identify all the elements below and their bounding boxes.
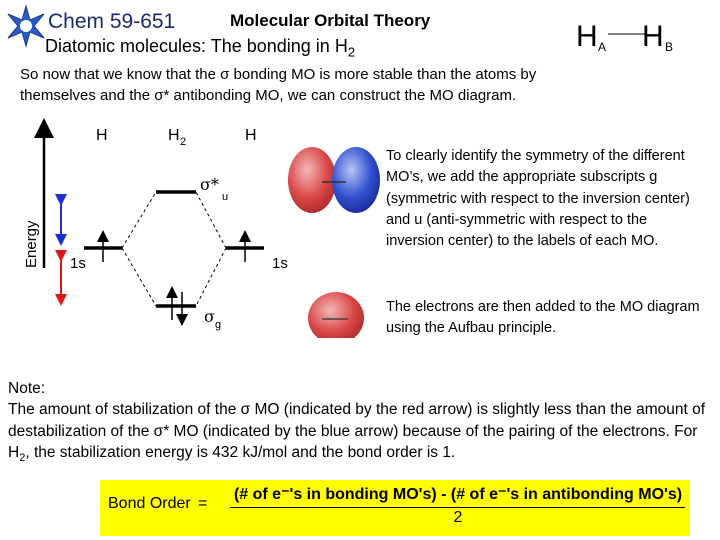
atom-b-symbol: H xyxy=(642,20,664,53)
bonding-subscript: g xyxy=(215,319,222,331)
page-subtitle: Diatomic molecules: The bonding in $H_2$ xyxy=(45,36,356,60)
correlation-line xyxy=(122,192,156,248)
antibonding-subscript: u xyxy=(222,191,229,203)
molecule-subscript: 2 xyxy=(180,136,187,148)
h2-molecule-graphic xyxy=(574,14,684,56)
antibonding-label: σ* xyxy=(200,175,219,194)
bonding-label: σ xyxy=(204,307,215,326)
note-heading: Note: xyxy=(8,380,46,397)
atom-b-subscript: B xyxy=(665,40,674,54)
right-1s-label: 1s xyxy=(272,255,288,272)
intro-line-2: themselves and the σ* antibonding MO, we can construct the MO diagram. xyxy=(20,87,517,104)
bonding-orbital-icon xyxy=(308,292,364,338)
aufbau-explanation: The electrons are then added to the MO diagram using the Aufbau principle. xyxy=(386,299,700,337)
mo-diagram xyxy=(0,118,380,338)
correlation-line xyxy=(122,248,156,306)
page-title: Molecular Orbital Theory xyxy=(230,11,431,30)
atom-a-symbol: H xyxy=(576,20,598,53)
fraction-bar xyxy=(230,507,685,508)
bond-order-label: Bond Order xyxy=(108,495,191,512)
bond-order-denominator: 2 xyxy=(453,509,463,526)
molecule-label: H xyxy=(168,127,180,144)
left-1s-label: 1s xyxy=(70,255,86,272)
intro-line-1: So now that we know that the σ bonding MO is more stable than the atoms by xyxy=(20,66,537,83)
energy-axis-label: Energy xyxy=(23,220,40,268)
atom-a-subscript: A xyxy=(598,40,607,54)
course-code: Chem 59-651 xyxy=(48,10,176,33)
bond-order-equals: = xyxy=(198,495,208,512)
left-atom-label: H xyxy=(96,127,108,144)
intro-text xyxy=(20,64,660,106)
right-atom-label: H xyxy=(245,127,257,144)
symmetry-explanation: To clearly identify the symmetry of the different MO’s, we add the appropriate subscripts g (symmetric with respect to the inversion center) and u (anti-symmetric with respect to the inversion center) to the labels of each MO. xyxy=(386,148,690,250)
bond-order-numerator: (# of e⁻'s in bonding MO's) - (# of e⁻'s in antibonding MO's) xyxy=(233,486,683,503)
antibonding-orbital-icon xyxy=(288,147,380,213)
university-logo-icon xyxy=(4,4,48,48)
note-body: The amount of stabilization of the σ MO (indicated by the red arrow) is slightly less than the amount of destabilization of the σ* MO (indicated by the blue arrow) because of the pairing of the electrons. For $H_2$, the stabilization energy is 432 kJ/mol and the bond order is 1. xyxy=(8,401,706,464)
note-section xyxy=(8,378,714,469)
correlation-line xyxy=(196,248,226,306)
